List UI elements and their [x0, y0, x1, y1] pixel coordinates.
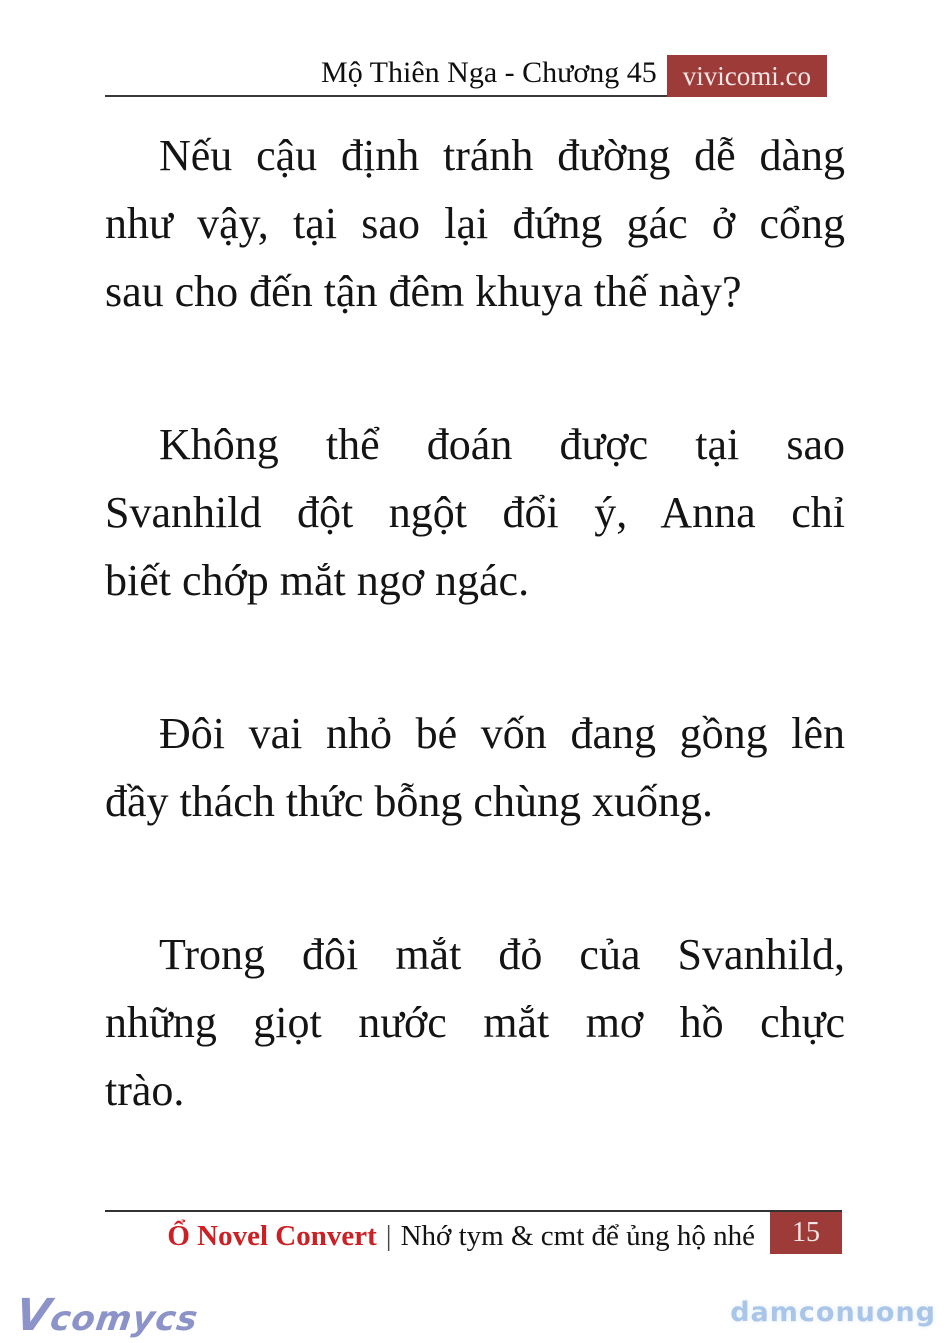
chapter-text [105, 122, 845, 1210]
text-line: biết chớp mắt ngơ ngác. [105, 556, 530, 605]
text-line: Đôi vai nhỏ bé vốn đang gồng lên [159, 709, 845, 758]
vcomycs-watermark: Vcomycs [12, 1290, 201, 1341]
footer-divider: | [385, 1220, 392, 1252]
page-header [105, 55, 827, 97]
paragraph [105, 122, 845, 326]
text-line: Svanhild đột ngột đổi ý, Anna chỉ [105, 488, 845, 537]
footer-credit-line [167, 1212, 755, 1254]
page-number-badge: 15 [770, 1212, 842, 1254]
paragraph [105, 921, 845, 1125]
paragraph [105, 411, 845, 615]
footer-message: Nhớ tym & cmt để ủng hộ nhé [400, 1220, 755, 1252]
paragraph [105, 700, 845, 836]
text-line: đầy thách thức bỗng chùng xuống. [105, 777, 713, 826]
text-line: như vậy, tại sao lại đứng gác ở cổng [105, 199, 845, 248]
page-footer [105, 1210, 842, 1254]
site-badge: vivicomi.co [667, 55, 827, 97]
uploader-watermark: damconuong [730, 1297, 936, 1328]
chapter-title: Mộ Thiên Nga - Chương 45 [321, 56, 657, 89]
converter-brand: Ổ Novel Convert [167, 1220, 377, 1252]
text-line: những giọt nước mắt mơ hồ chực [105, 998, 845, 1047]
text-line: sau cho đến tận đêm khuya thế này? [105, 267, 742, 316]
text-line: trào. [105, 1066, 185, 1115]
text-line: Nếu cậu định tránh đường dễ dàng [159, 131, 845, 180]
text-line: Trong đôi mắt đỏ của Svanhild, [159, 930, 845, 979]
text-line: Không thể đoán được tại sao [159, 420, 845, 469]
